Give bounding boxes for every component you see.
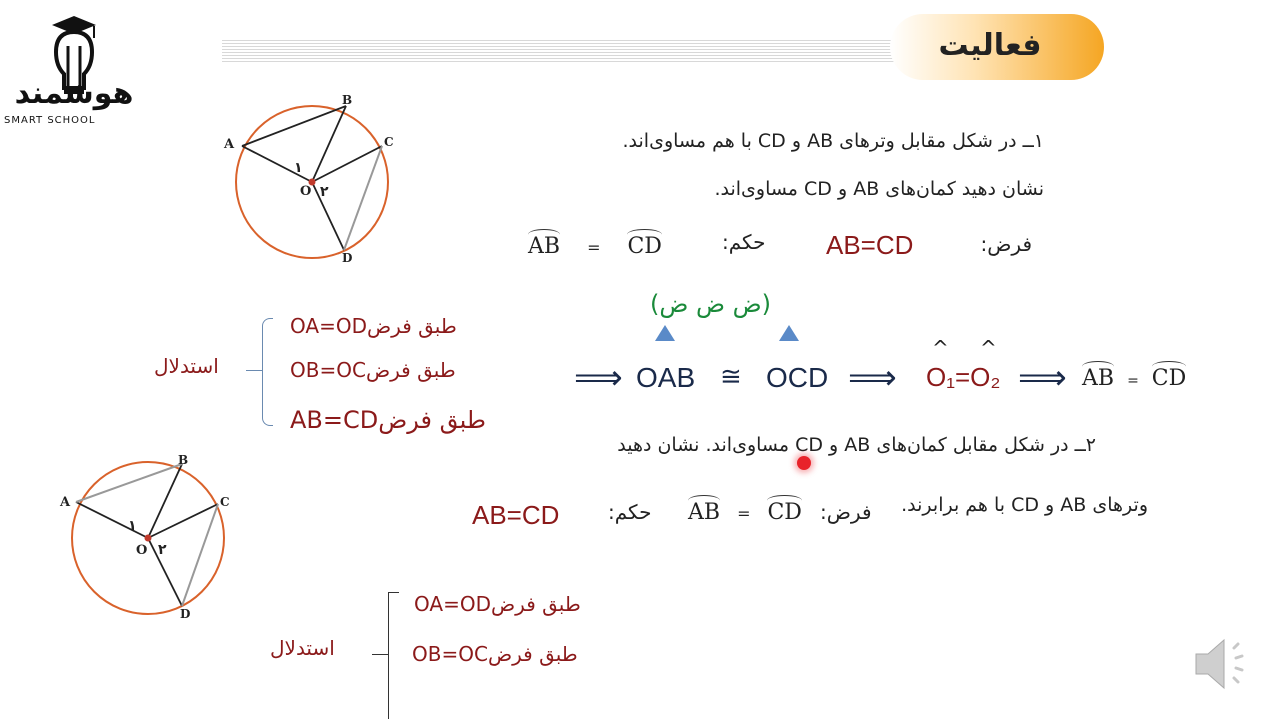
- proof1-arrow-2: ⟹: [848, 358, 897, 398]
- proof1-label: استدلال: [154, 354, 219, 378]
- logo-tagline: SMART SCHOOL: [4, 115, 96, 126]
- proof2-brace: [388, 592, 399, 719]
- label-angle-2: ۲: [320, 184, 329, 200]
- q2-given-value: [688, 500, 802, 525]
- proof2-brace-tip: [372, 654, 388, 655]
- logo-wordmark: هوشمند: [14, 76, 134, 111]
- q1-given-label: فرض:: [980, 232, 1032, 256]
- q2-arc-cd: CD: [767, 500, 802, 525]
- speaker-icon[interactable]: [1190, 634, 1254, 694]
- page-title: فعالیت: [938, 28, 1042, 63]
- q1-line-1: ۱ــ در شکل مقابل وترهای AB و CD با هم مساوی‌اند.: [622, 130, 1044, 152]
- proof1-line-1: OA=ODطبق فرض: [290, 314, 457, 338]
- label-B: B: [342, 93, 353, 107]
- proof1-triangle-ocd: OCD: [766, 362, 829, 393]
- label-C: C: [384, 135, 394, 149]
- q1-arc-eq: =: [587, 238, 601, 257]
- circle-figure-1: [218, 90, 408, 270]
- proof1-result: [1082, 366, 1186, 391]
- proof1-arc-ab: AB: [1082, 366, 1115, 391]
- q1-line-2: نشان دهید کمان‌های AB و CD مساوی‌اند.: [714, 178, 1044, 200]
- logo-bulb-icon: [4, 12, 144, 130]
- q1-ruling-label: حکم:: [722, 230, 766, 254]
- proof1-arrow-1: ⟹: [574, 358, 623, 398]
- q2-given-label: فرض:: [820, 500, 872, 524]
- proof1-brace: [262, 318, 273, 426]
- proof1-hat-2: ^: [980, 336, 997, 360]
- proof2-line-1: OA=ODطبق فرض: [414, 592, 581, 616]
- proof2-line-2: OB=OCطبق فرض: [412, 642, 578, 666]
- label-A: A: [224, 137, 235, 152]
- q1-arc-cd: CD: [627, 234, 662, 259]
- header-rule: [222, 40, 922, 62]
- q2-arc-eq: =: [737, 504, 751, 523]
- fig2-label-O: O: [136, 543, 148, 558]
- label-angle-1: ۱: [294, 160, 303, 176]
- fig2-label-B: B: [178, 453, 189, 467]
- q2-line-2: وترهای AB و CD با هم برابرند.: [901, 494, 1148, 516]
- q2-arc-ab: AB: [688, 500, 721, 525]
- fig2-label-A: A: [60, 495, 71, 510]
- q2-ruling-label: حکم:: [608, 500, 652, 524]
- q2-ruling-value: AB=CD: [472, 500, 560, 530]
- circle-figure-2: [56, 450, 246, 625]
- q1-arc-ab: AB: [528, 234, 561, 259]
- q1-given-value: AB=CD: [826, 230, 914, 260]
- triangle-marker-2-icon: [778, 324, 800, 342]
- logo: [4, 12, 144, 130]
- proof1-sss: (ض ض ض): [650, 290, 772, 318]
- proof1-triangle-oab: OAB: [636, 362, 696, 393]
- proof2-label: استدلال: [270, 636, 335, 660]
- fig2-angle-1: ۱: [128, 518, 137, 534]
- label-O: O: [300, 184, 312, 199]
- q2-line-1: ۲ــ در شکل مقابل کمان‌های AB و CD مساوی‌اند. نشان دهید: [617, 434, 1096, 456]
- proof1-hat-1: ^: [932, 336, 949, 360]
- q1-ruling: [528, 234, 662, 259]
- proof1-angles: O₁=O₂: [926, 362, 1001, 392]
- proof1-line-2: OB=OCطبق فرض: [290, 358, 456, 382]
- triangle-marker-1-icon: [654, 324, 676, 342]
- proof1-arc-eq: =: [1127, 373, 1139, 389]
- proof1-line-3: AB=CDطبق فرض: [290, 406, 486, 434]
- cursor-pointer-icon: [797, 456, 811, 470]
- proof1-congruent: ≅: [720, 362, 742, 392]
- label-D: D: [342, 251, 353, 265]
- fig2-label-C: C: [220, 495, 230, 509]
- proof1-arc-cd: CD: [1151, 366, 1187, 391]
- fig2-label-D: D: [180, 607, 191, 621]
- proof1-arrow-3: ⟹: [1018, 358, 1067, 398]
- fig2-angle-2: ۲: [158, 542, 167, 558]
- proof1-brace-tip: [246, 370, 262, 371]
